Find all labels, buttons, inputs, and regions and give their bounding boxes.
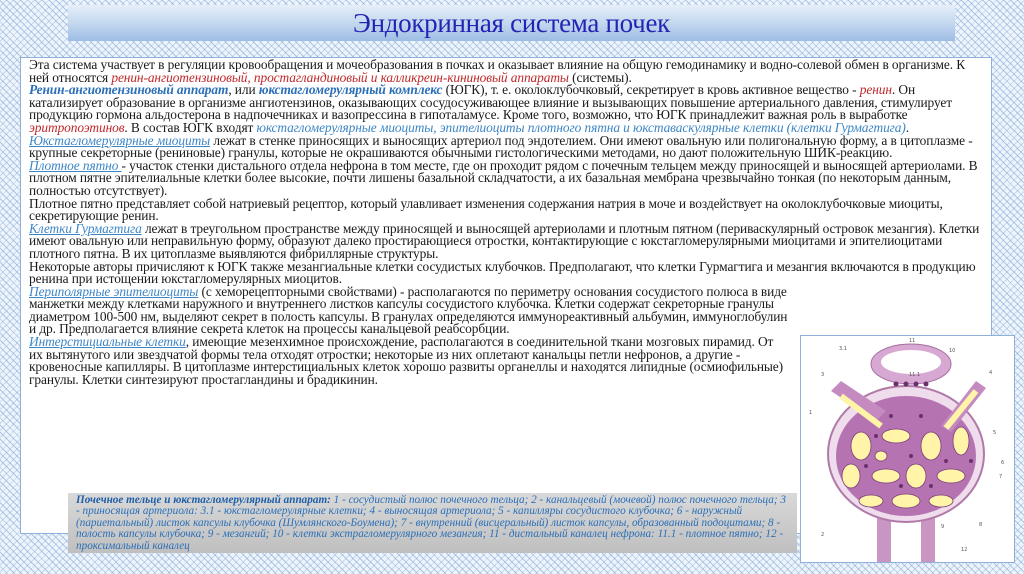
svg-text:8: 8: [979, 522, 983, 528]
svg-text:1: 1: [809, 410, 813, 416]
text: . В состав ЮГК входят: [124, 119, 257, 135]
svg-text:4: 4: [989, 370, 993, 376]
text: Эта система участвует в регуляции кровообращения и мочеобразования в почках и оказывает влияние на общую гемодинамику и водно-солевой обмен в организме. К ней относятся: [29, 57, 966, 85]
term-renin-apparatus: Ренин-ангиотензиновый аппарат: [29, 82, 229, 98]
paragraph-ugk: [29, 84, 983, 134]
link-jg-myocytes[interactable]: Юкстагломерулярные миоциты: [29, 132, 211, 148]
caption-title: Почечное тельце и юкстагломерулярный аппарат:: [76, 494, 331, 506]
text: , или: [228, 82, 259, 98]
text: , имеющие мезенхимное происхождение, располагаются в соединительной ткани мозговых пирамид. От их вытянутого или звездчатой формы тела отходят отростки; некоторые из них оплетают канальцы петли нефронов, а другие - кровеносные капилляры. В цитоплазме интерстициальных клеток хорошо развиты органеллы и находятся липидные (осмиофильные) гранулы. Клетки синтезируют простагландины и брадикинин.: [29, 334, 784, 387]
paragraph-myocytes: [29, 132, 983, 161]
term-erythropoietins: эритропоэтинов: [29, 119, 125, 135]
paragraph-peripolar: [29, 283, 789, 337]
svg-text:12: 12: [961, 547, 968, 553]
term-systems: ренин-ангиотензиновый, простагландиновый и калликреин-кининовый аппараты: [111, 69, 569, 85]
text: лежат в треугольном пространстве между приносящей и выносящей артериолами и плотным пятном (периваскулярный островок мезангия). Клетки имеют овальную или неправильную форму, образуют далеко простирающиеся отростки, контактирующие с юкстагломерулярными миоцитами и эпителиоцитами плотного пятна. В их цитоплазме выявляются фибриллярные структуры.: [29, 220, 980, 261]
text: - участок стенки дистального отдела нефрона в том месте, где он проходит рядом с почечным тельцем между приносящей и выносящей артериолами. В плотном пятне эпителиальные клетки более высокие, почти лишены базальной складчатости, а их базальная мембрана чрезвычайно тонкая (по некоторым данным, полностью отсутствует).: [29, 157, 978, 198]
term-renin: ренин: [859, 82, 892, 98]
paragraph-macula-densa: [29, 157, 983, 198]
term-jga: юкстагломерулярный комплекс: [258, 82, 443, 98]
svg-text:9: 9: [941, 524, 945, 530]
text: . Он катализирует образование в организме ангиотензинов, оказывающих сосудосуживающее влияние и вызывающих повышение артериального давления, стимулирует продукцию гормона альдостерона в надпочечниках и вазопрессина в гипоталамусе. Кроме того, возможно, что ЮГК принадлежит важная роль в выработке: [29, 82, 952, 123]
term-jga-components: юкстагломерулярные миоциты, эпителиоциты плотного пятна и юкставаскулярные клетки (клетки Гурмагтига): [256, 119, 906, 135]
link-macula-densa[interactable]: Плотное пятно: [29, 157, 122, 173]
caption-text: 1 - сосудистый полюс почечного тельца; 2 - канальцевый (мочевой) полюс почечного тельца; 3 - приносящая артериола: 3.1 - юкстагломерулярные клетки; 4 - выносящая артериола; 5 - капилляры сосудистого клубочка; 6 - наружный (париетальный) листок капсулы клубочка (Шумлянского-Боумена); 7 - внутренний (висцеральный) листок капсулы, образованный подоцитами; 8 - полость капсулы клубочка; 9 - мезангий; 10 - клетки экстрагломерулярного мезангия; 11 - дистальный каналец нефрона: 11.1 - плотное пятно; 12 - проксимальный каналец: [76, 494, 786, 552]
link-gurmaghtig-cells[interactable]: Клетки Гурмагтига: [29, 220, 142, 236]
link-peripolar-cells[interactable]: Периполярные эпителиоциты: [29, 283, 199, 299]
svg-text:10: 10: [949, 348, 956, 354]
svg-text:11.1: 11.1: [909, 372, 921, 378]
svg-text:2: 2: [821, 532, 825, 538]
text: лежат в стенке приносящих и выносящих артериол под эндотелием. Они имеют овальную или полигональную форму, а в цитоплазме - крупные секреторные (рениновые) гранулы, которые не окрашиваются обычными гистологическими методами, но дают положительную ШИК-реакцию.: [29, 132, 973, 161]
figure-caption: [68, 493, 797, 553]
paragraph-gurmaghtig: [29, 220, 983, 261]
svg-text:5: 5: [993, 430, 997, 436]
page-title: Эндокринная система почек: [353, 7, 670, 38]
svg-text:7: 7: [999, 474, 1003, 480]
svg-text:3.1: 3.1: [839, 346, 847, 352]
text: (ЮГК), т. е. околоклубочковый, секретирует в кровь активное вещество -: [442, 82, 860, 98]
link-interstitial-cells[interactable]: Интерстициальные клетки: [29, 334, 186, 350]
text: (с хеморецепторными свойствами) - располагаются по периметру основания сосудистого полюса в виде манжетки между клетками наружного и внутреннего листков капсулы сосудистого клубочка. Клетки содержат секреторные гранулы диаметром 100-500 нм, выделяют секрет в полость капсулы. В гранулах определяются иммунореактивный альбумин, иммуноглобулин и др. Предполагается влияние секрета клеток на процессы канальцевой реабсорбции.: [29, 283, 788, 337]
renal-corpuscle-illustration: [801, 336, 1014, 562]
text: (системы).: [568, 69, 632, 85]
text: .: [905, 119, 909, 135]
svg-text:11: 11: [909, 338, 916, 344]
svg-text:3: 3: [821, 372, 825, 378]
paragraph-mesangial: Некоторые авторы причисляют к ЮГК также мезангиальные клетки сосудистых клубочков. Предполагают, что клетки Гурмагтига и мезангия включаются в продукцию ренина при истощении юкстагломерулярных миоцитов.: [29, 258, 976, 287]
paragraph-intro: [29, 59, 983, 84]
paragraph-sodium-receptor: Плотное пятно представляет собой натриевый рецептор, который улавливает изменения содержания натрия в моче и воздействует на околоклубочковые миоциты, секретирующие ренин.: [29, 195, 943, 224]
paragraph-interstitial: [29, 336, 789, 386]
title-bar: [68, 5, 955, 41]
renal-corpuscle-figure: [800, 335, 1015, 563]
svg-text:6: 6: [1001, 460, 1005, 466]
